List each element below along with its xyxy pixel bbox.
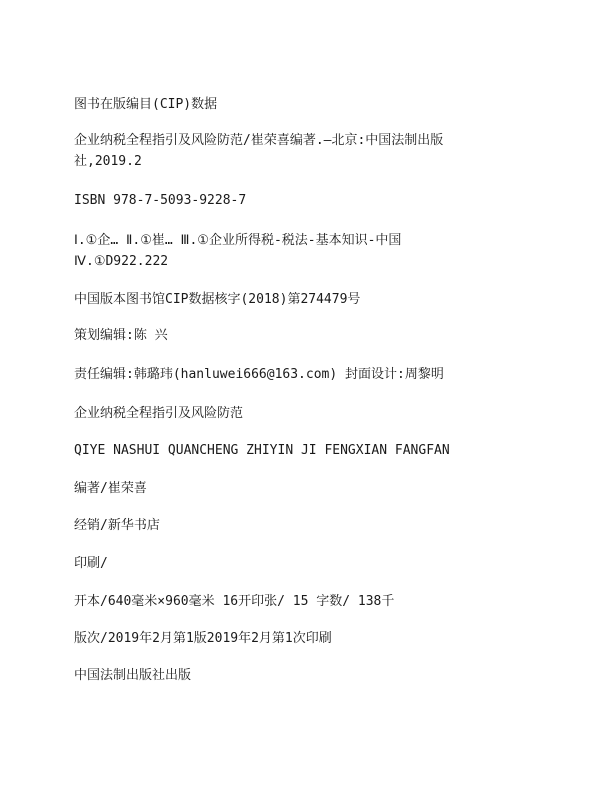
book-author: 编著/崔荣喜 xyxy=(74,481,147,496)
cip-heading: 图书在版编目(CIP)数据 xyxy=(74,97,218,112)
isbn: ISBN 978-7-5093-9228-7 xyxy=(74,193,247,208)
book-printer: 印刷/ xyxy=(74,556,108,571)
classification-line-2: Ⅳ.①D922.222 xyxy=(74,254,169,269)
book-distributor: 经销/新华书店 xyxy=(74,518,160,533)
responsible-editor: 责任编辑:韩璐玮(hanluwei666@163.com) 封面设计:周黎明 xyxy=(74,367,444,382)
book-format: 开本/640毫米×960毫米 16开印张/ 15 字数/ 138千 xyxy=(74,594,395,609)
book-edition: 版次/2019年2月第1版2019年2月第1次印刷 xyxy=(74,631,332,646)
cip-title-line-1: 企业纳税全程指引及风险防范/崔荣喜编著.—北京:中国法制出版 xyxy=(74,133,444,148)
cip-record-number: 中国版本图书馆CIP数据核字(2018)第274479号 xyxy=(74,292,361,307)
book-title: 企业纳税全程指引及风险防范 xyxy=(74,406,244,421)
cip-title-line-2: 社,2019.2 xyxy=(74,154,142,169)
book-pinyin-title: QIYE NASHUI QUANCHENG ZHIYIN JI FENGXIAN FANGFAN xyxy=(74,443,450,458)
book-publisher: 中国法制出版社出版 xyxy=(74,668,192,683)
planning-editor: 策划编辑:陈 兴 xyxy=(74,328,168,343)
classification-line-1: Ⅰ.①企… Ⅱ.①崔… Ⅲ.①企业所得税-税法-基本知识-中国 xyxy=(74,233,402,248)
